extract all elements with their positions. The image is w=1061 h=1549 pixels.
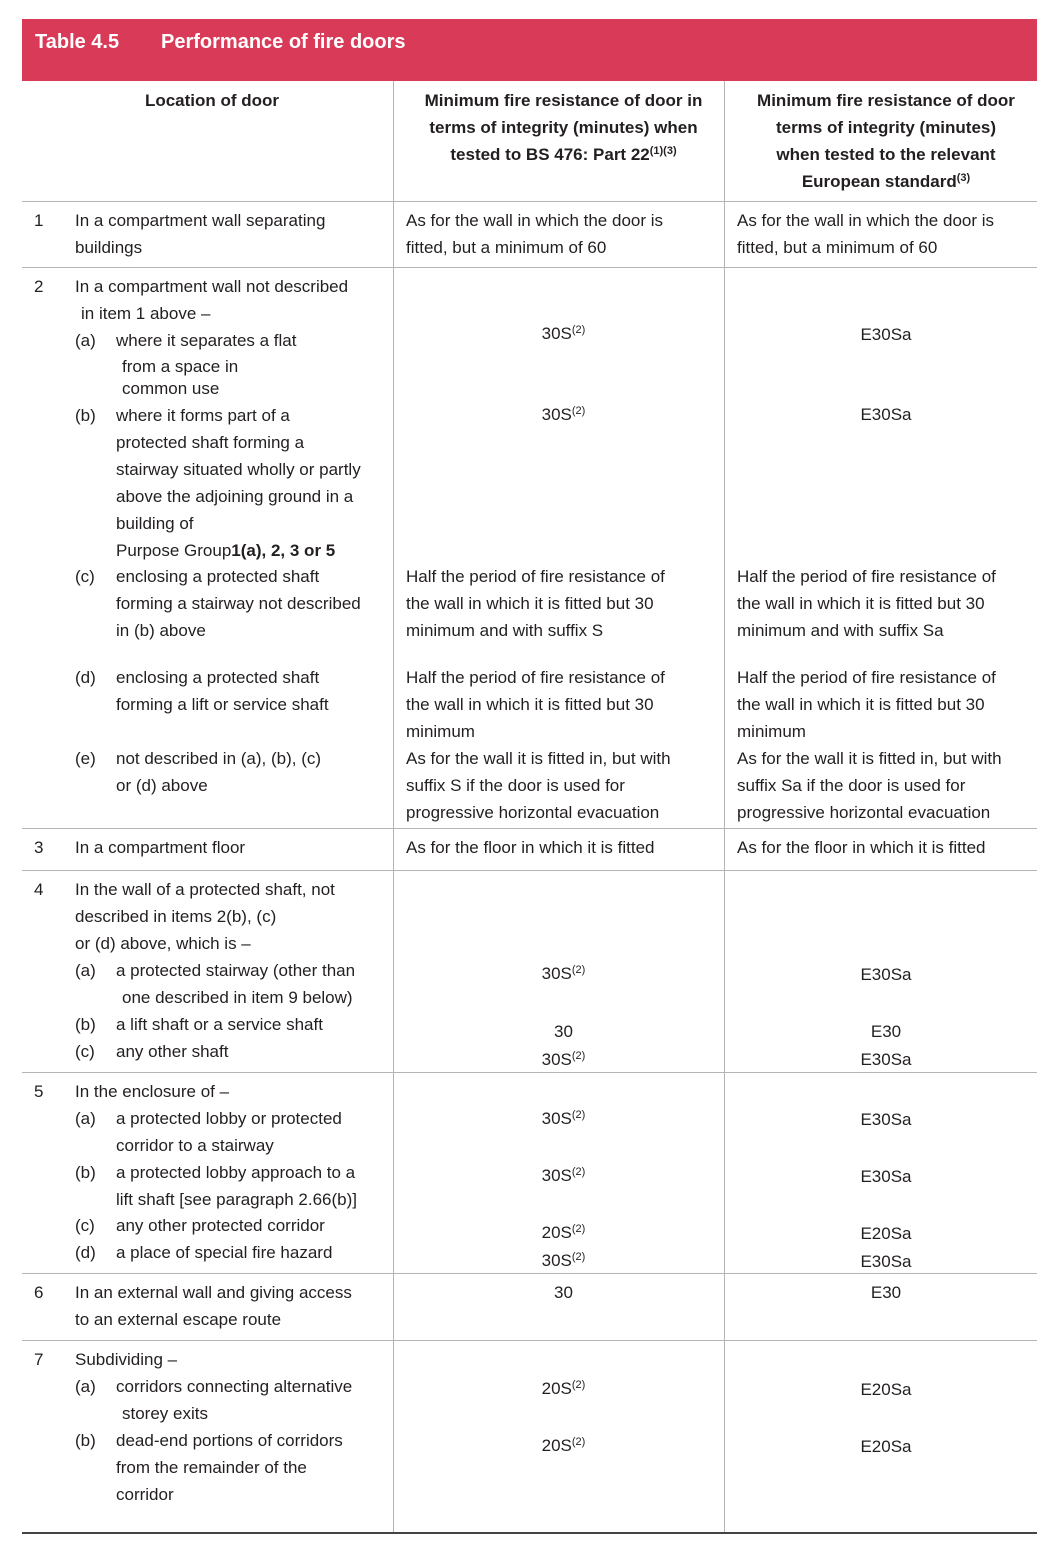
sub-item-label: (a) (75, 1109, 96, 1128)
european-value: E30Sa (860, 325, 912, 344)
table-title-bar (22, 19, 1037, 81)
table-row-4 (22, 870, 1037, 1072)
sub-item-label: (a) (75, 331, 96, 350)
row-number: 3 (34, 838, 44, 857)
sub-item-label: (b) (75, 1431, 96, 1450)
bs476-value: $30S^{(2)}$ (541, 405, 586, 424)
bs476-value: $20S^{(2)}$ (541, 1379, 586, 1398)
bs476-value: $20S^{(2)}$ (541, 1436, 586, 1455)
bs476-value: $30S^{(2)}$ (541, 324, 586, 343)
location-text: In an external wall and giving access to an external escape route (75, 1283, 352, 1329)
location-intro: Subdividing – (75, 1350, 178, 1369)
header-location (22, 81, 393, 201)
sub-item-text: where it forms part of a protected shaft forming a stairway situated wholly or partly above the adjoining ground in a building of Purpose Group1(a), 2, 3 or 5 (116, 406, 361, 560)
header-european (724, 81, 1037, 201)
header-location-label: Location of door (144, 91, 280, 110)
sub-item-label: (a) (75, 961, 96, 980)
row-number: 7 (34, 1350, 44, 1369)
header-bs476 (393, 81, 724, 201)
sub-item-label: (c) (75, 1216, 95, 1235)
sub-item-label: (b) (75, 1163, 96, 1182)
bs476-value: 30 (554, 1283, 573, 1302)
sub-item-label: (e) (75, 749, 96, 768)
sub-item-text: enclosing a protected shaft forming a stairway not described in (b) above (116, 567, 361, 640)
european-value: E20Sa (860, 1224, 912, 1243)
bs476-value: $30S^{(2)}$ (541, 1050, 586, 1069)
row-number: 1 (34, 211, 44, 230)
bs476-value: $20S^{(2)}$ (541, 1223, 586, 1242)
table-row-2 (22, 267, 1037, 828)
sub-item-label: (c) (75, 1042, 95, 1061)
sub-item-label: (c) (75, 567, 95, 586)
sub-item-label: (b) (75, 406, 96, 425)
european-value: E30Sa (860, 405, 912, 424)
table-row-5 (22, 1072, 1037, 1273)
table-number: Table 4.5 (35, 31, 120, 53)
sub-item-label: (d) (75, 1243, 96, 1262)
sub-item-text: a protected lobby approach to a lift shaft [see paragraph 2.66(b)] (116, 1163, 357, 1209)
location-intro: In the wall of a protected shaft, not described in items 2(b), (c) or (d) above, which is – (75, 880, 335, 953)
row-number: 4 (34, 880, 44, 899)
sub-item-text: not described in (a), (b), (c) or (d) above (116, 749, 322, 795)
european-value: E30 (870, 1283, 902, 1302)
european-value: As for the floor in which it is fitted (737, 838, 986, 857)
table-row-6 (22, 1273, 1037, 1340)
bs476-value: $30S^{(2)}$ (541, 964, 586, 983)
bs476-value: As for the wall it is fitted in, but with suffix S if the door is used for progressive horizontal evacuation (406, 749, 671, 822)
sub-item-text: a lift shaft or a service shaft (116, 1015, 323, 1034)
european-value: E30Sa (860, 1252, 912, 1271)
location-text: In a compartment floor (75, 838, 246, 857)
european-value: As for the wall in which the door is fitted, but a minimum of 60 (737, 211, 995, 257)
bs476-value: 30 (554, 1022, 573, 1041)
european-value: E30Sa (860, 1167, 912, 1186)
sub-item-text: where it separates a flat from a space in common use (116, 331, 297, 398)
row-number: 5 (34, 1082, 44, 1101)
bs476-value: $30S^{(2)}$ (541, 1109, 586, 1128)
sub-item-text: a place of special fire hazard (116, 1243, 333, 1262)
bs476-value: Half the period of fire resistance of the wall in which it is fitted but 30 minimum and with suffix S (406, 567, 665, 640)
row-number: 2 (34, 277, 44, 296)
sub-item-text: a protected stairway (other than one described in item 9 below) (116, 961, 356, 1007)
location-intro: In a compartment wall not described in item 1 above – (75, 277, 349, 323)
table-title: Performance of fire doors (161, 31, 406, 53)
sub-item-label: (a) (75, 1377, 96, 1396)
european-value: E30 (870, 1022, 902, 1041)
sub-item-text: a protected lobby or protected corridor to a stairway (116, 1109, 342, 1155)
european-value: Half the period of fire resistance of the wall in which it is fitted but 30 minimum (737, 668, 996, 741)
sub-item-text: dead-end portions of corridors from the remainder of the corridor (116, 1431, 343, 1504)
table-header-row (22, 81, 1037, 201)
sub-item-text: corridors connecting alternative storey exits (116, 1377, 353, 1423)
table-row-3 (22, 828, 1037, 870)
european-value: Half the period of fire resistance of the wall in which it is fitted but 30 minimum and with suffix Sa (737, 567, 996, 640)
sub-item-text: any other protected corridor (116, 1216, 325, 1235)
sub-item-text: enclosing a protected shaft forming a lift or service shaft (116, 668, 329, 714)
table-row-7 (22, 1340, 1037, 1534)
bs476-value: As for the wall in which the door is fitted, but a minimum of 60 (406, 211, 664, 257)
location-text: In a compartment wall separating buildings (75, 211, 326, 257)
bs476-value: As for the floor in which it is fitted (406, 838, 655, 857)
european-value: E30Sa (860, 965, 912, 984)
european-value: As for the wall it is fitted in, but with suffix Sa if the door is used for progressive horizontal evacuation (737, 749, 1002, 822)
sub-item-label: (d) (75, 668, 96, 687)
location-intro: In the enclosure of – (75, 1082, 230, 1101)
row-number: 6 (34, 1283, 44, 1302)
bs476-value: $30S^{(2)}$ (541, 1251, 586, 1270)
sub-item-label: (b) (75, 1015, 96, 1034)
table-row-1 (22, 201, 1037, 267)
header-bs476-label: Minimum fire resistance of door in terms of integrity (minutes) when tested to BS 476: Part $22^{(1)(3)}$ (424, 91, 703, 164)
header-european-label: Minimum fire resistance of door terms of integrity (minutes) when tested to the relevant European standard$^{(3)}$ (757, 91, 1015, 191)
european-value: E30Sa (860, 1110, 912, 1129)
european-value: E20Sa (860, 1437, 912, 1456)
sub-item-text: any other shaft (116, 1042, 229, 1061)
bs476-value: $30S^{(2)}$ (541, 1166, 586, 1185)
european-value: E30Sa (860, 1050, 912, 1069)
bs476-value: Half the period of fire resistance of the wall in which it is fitted but 30 minimum (406, 668, 665, 741)
european-value: E20Sa (860, 1380, 912, 1399)
fire-doors-table (22, 19, 1037, 1534)
